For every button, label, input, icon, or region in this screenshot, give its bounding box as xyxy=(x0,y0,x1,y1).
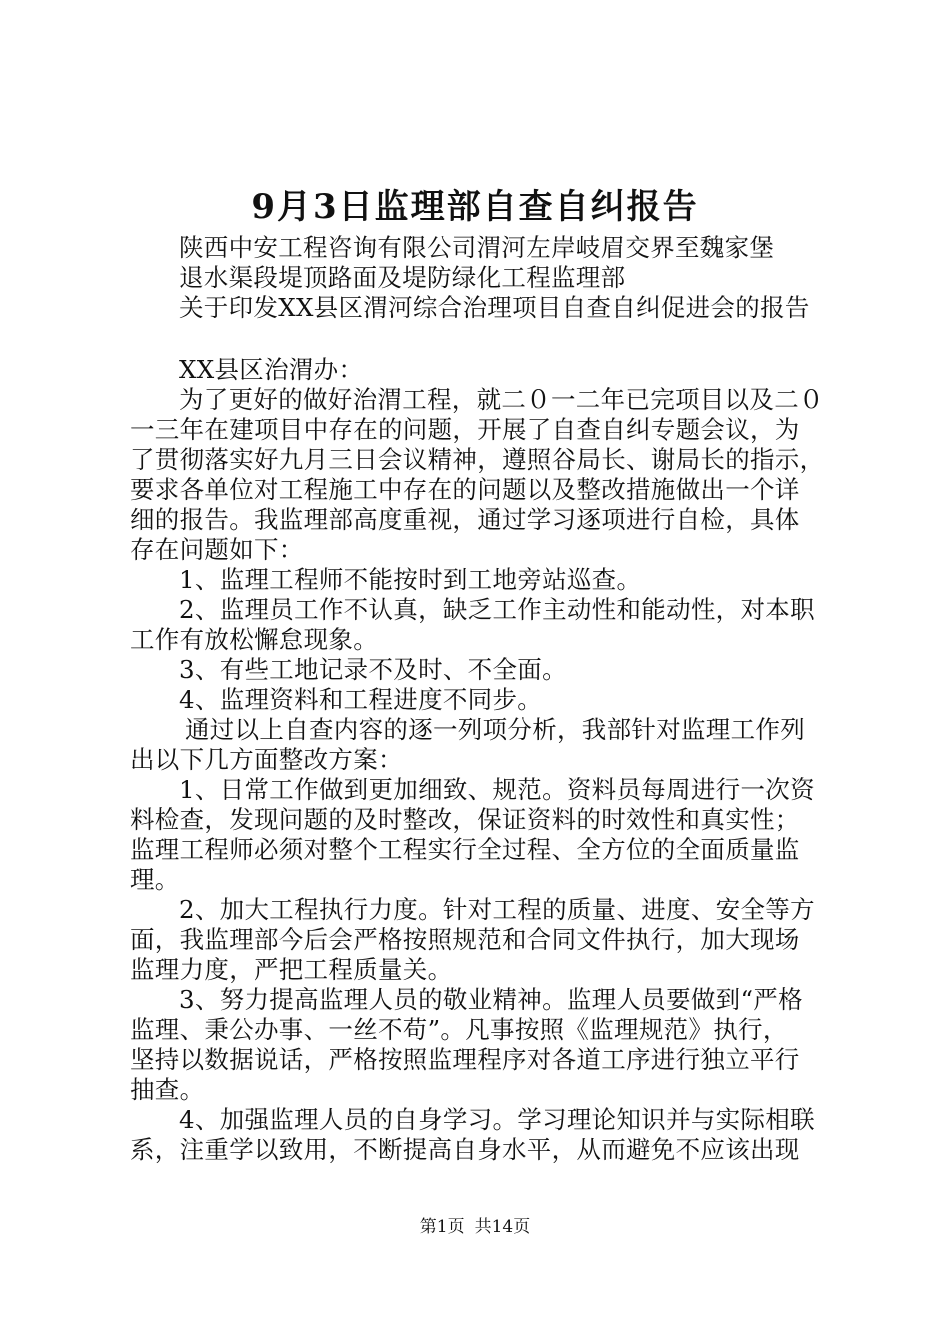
page-title: 9月3日监理部自查自纠报告 xyxy=(251,187,699,227)
measure-item: 4、加强监理人员的自身学习。学习理论知识并与实际相联 xyxy=(179,1105,815,1134)
problem-item-continuation: 工作有放松懈怠现象。 xyxy=(130,625,378,654)
measure-item-continuation: 坚持以数据说话，严格按照监理程序对各道工序进行独立平行 xyxy=(130,1045,800,1074)
analysis-line: 出以下几方面整改方案： xyxy=(130,745,403,774)
measure-item-continuation: 系，注重学以致用，不断提高自身水平，从而避免不应该出现 xyxy=(130,1135,800,1164)
page-footer xyxy=(0,1215,950,1239)
problem-item: 2、监理员工作不认真，缺乏工作主动性和能动性，对本职 xyxy=(179,595,815,624)
measure-item-continuation: 料检查，发现问题的及时整改，保证资料的时效性和真实性； xyxy=(130,805,800,834)
measure-item-continuation: 面，我监理部今后会严格按照规范和合同文件执行，加大现场 xyxy=(130,925,800,954)
intro-line: 存在问题如下： xyxy=(130,535,304,564)
page-number: 第1页 xyxy=(419,1217,465,1237)
intro-line: 细的报告。我监理部高度重视，通过学习逐项进行自检，具体 xyxy=(130,505,800,534)
measure-item-continuation: 监理工程师必须对整个工程实行全过程、全方位的全面质量监 xyxy=(130,835,800,864)
measure-item: 2、加大工程执行力度。针对工程的质量、进度、安全等方 xyxy=(179,895,815,924)
paragraph-gap xyxy=(130,323,830,355)
measure-item-continuation: 监理、秉公办事、一丝不苟”。凡事按照《监理规范》执行， xyxy=(130,1015,788,1044)
problem-item: 3、有些工地记录不及时、不全面。 xyxy=(179,655,567,684)
intro-line: 了贯彻落实好九月三日会议精神，遵照谷局长、谢局长的指示， xyxy=(130,445,825,474)
page-total: 共14页 xyxy=(474,1217,531,1237)
measure-item: 1、日常工作做到更加细致、规范。资料员每周进行一次资 xyxy=(179,775,815,804)
problem-item: 4、监理资料和工程进度不同步。 xyxy=(179,685,543,714)
header-line: 退水渠段堤顶路面及堤防绿化工程监理部 xyxy=(179,263,626,292)
measure-item-continuation: 理。 xyxy=(130,865,180,894)
problem-item: 1、监理工程师不能按时到工地旁站巡查。 xyxy=(179,565,642,594)
document-body xyxy=(130,233,830,1165)
intro-line: 为了更好的做好治渭工程，就二０一二年已完项目以及二０ xyxy=(179,385,824,414)
analysis-line: 通过以上自查内容的逐一列项分析，我部针对监理工作列 xyxy=(185,715,805,744)
measure-item-continuation: 抽查。 xyxy=(130,1075,205,1104)
measure-item-continuation: 监理力度，严把工程质量关。 xyxy=(130,955,453,984)
measure-item: 3、努力提高监理人员的敬业精神。监理人员要做到“严格 xyxy=(179,985,803,1014)
header-line: 陕西中安工程咨询有限公司渭河左岸岐眉交界至魏家堡 xyxy=(179,233,775,262)
intro-line: 一三年在建项目中存在的问题，开展了自查自纠专题会议，为 xyxy=(130,415,800,444)
header-line: 关于印发XX县区渭河综合治理项目自查自纠促进会的报告 xyxy=(179,293,810,322)
salutation: XX县区治渭办： xyxy=(179,355,364,384)
intro-line: 要求各单位对工程施工中存在的问题以及整改措施做出一个详 xyxy=(130,475,800,504)
